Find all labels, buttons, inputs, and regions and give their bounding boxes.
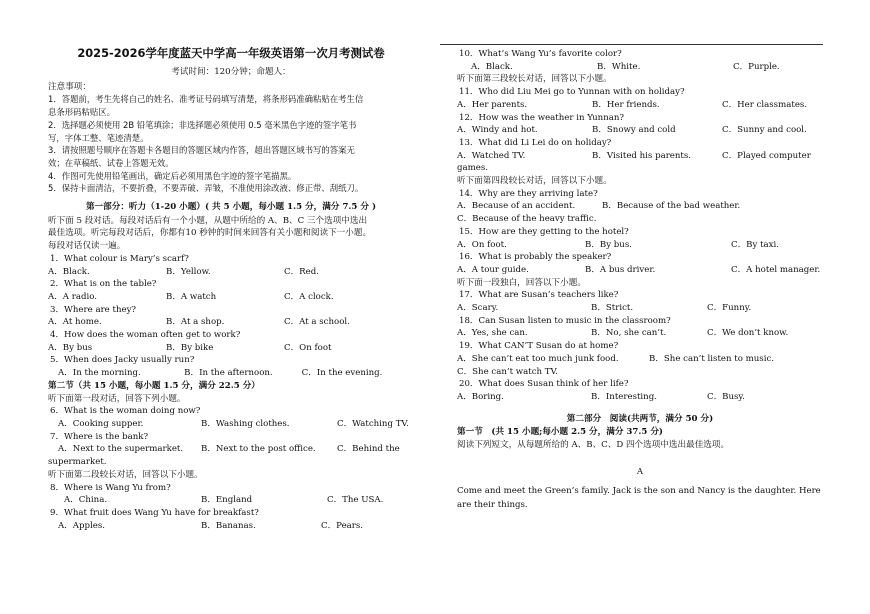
question-3: 3．Where are they? <box>50 304 137 315</box>
option-b[interactable]: B．Because of the bad weather. <box>602 201 741 212</box>
question-14-options <box>457 200 823 213</box>
option-a[interactable]: A．By bus <box>48 342 93 353</box>
option-c[interactable]: C．Sunny and cool. <box>722 125 807 136</box>
question-17-options <box>457 302 823 315</box>
question-16-options <box>457 264 823 277</box>
question-12-options <box>457 124 823 137</box>
question-5: 5．When does Jacky usually run? <box>50 355 195 366</box>
option-b[interactable]: B．White. <box>597 61 641 72</box>
option-b[interactable]: B．Washing clothes. <box>201 418 290 429</box>
notice-line: 息条形码粘贴区。 <box>48 107 115 118</box>
option-a[interactable]: A．Yes, she can. <box>457 328 528 339</box>
option-a[interactable]: A．At home. <box>48 317 102 328</box>
option-a[interactable]: A．Apples. <box>58 520 105 531</box>
option-b[interactable]: B．She can’t listen to music. <box>649 353 774 364</box>
option-c[interactable]: C．Played computer <box>722 150 811 161</box>
option-c[interactable]: C．Because of the heavy traffic. <box>457 214 597 225</box>
question-16: 16．What is probably the speaker? <box>459 252 612 263</box>
listen-instruction: 听下面一段独白，回答以下小题。 <box>457 277 586 288</box>
option-a[interactable]: A．On foot. <box>457 239 507 250</box>
question-13-option-c-cont: games. <box>457 163 489 174</box>
question-10: 10．What’s Wang Yu’s favorite color? <box>459 49 622 59</box>
option-a[interactable]: A．Black. <box>471 61 513 72</box>
option-b[interactable]: B．Yellow. <box>166 266 211 277</box>
option-b[interactable]: B．A watch <box>166 291 217 302</box>
option-c[interactable]: C．Behind the <box>337 444 400 455</box>
option-a[interactable]: A．Boring. <box>457 391 504 402</box>
option-b[interactable]: B．Bananas. <box>201 520 256 531</box>
notice-line: 1．答题前，考生先将自己的姓名、准考证号码填写清楚，将条形码准确粘贴在考生信 <box>48 94 364 105</box>
notice-line: 写，字体工整、笔迹清楚。 <box>48 132 149 143</box>
question-9: 9．What fruit does Wang Yu have for breakfast? <box>50 507 259 518</box>
option-c[interactable]: C．At a school. <box>284 317 350 328</box>
listen-instruction: 听下面第二段较长对话，回答以下小题。 <box>48 469 203 480</box>
option-b[interactable]: B．Her friends. <box>592 99 660 110</box>
part1-intro: 听下面 5 段对话。每段对话后有一个小题，从题中所给的 A、B、C 三个选项中选出 <box>48 215 368 226</box>
option-b[interactable]: B．By bike <box>166 342 214 353</box>
option-b[interactable]: B．England <box>201 495 253 506</box>
question-20-options <box>457 391 823 404</box>
question-7-options <box>48 443 414 456</box>
option-c[interactable]: C．Watching TV. <box>337 418 409 429</box>
question-18-options <box>457 327 823 340</box>
option-c[interactable]: C．Busy. <box>707 391 745 402</box>
question-15-options <box>457 239 823 252</box>
question-19: 19．What CAN’T Susan do at home? <box>459 341 619 352</box>
exam-info: 考试时间：120分钟；命题人： <box>171 67 291 77</box>
option-b[interactable]: B．Strict. <box>591 303 634 314</box>
question-3-options <box>48 316 414 329</box>
right-column <box>457 48 823 512</box>
question-7-option-c-cont: supermarket. <box>48 457 107 468</box>
part1-section2-heading: 第二节（共 15 小题，每小题 1.5 分，满分 22.5 分） <box>48 380 260 391</box>
option-b[interactable]: B．Visited his parents. <box>592 150 692 161</box>
option-b[interactable]: B．Next to the post office. <box>201 444 316 455</box>
option-c[interactable]: C．She can’t watch TV. <box>457 366 558 377</box>
option-c[interactable]: C．A hotel manager. <box>731 264 821 275</box>
notice-line: 2．选择题必须使用 2B 铅笔填涂；非选择题必须使用 0.5 毫米黑色字迹的签字笔书 <box>48 119 357 130</box>
listen-instruction: 听下面第四段较长对话，回答以下小题。 <box>457 176 612 187</box>
left-column <box>48 46 414 532</box>
option-c[interactable]: C．Funny. <box>707 303 752 314</box>
option-c[interactable]: C．We don’t know. <box>707 328 789 339</box>
option-a[interactable]: A．In the morning. <box>58 368 141 379</box>
question-10-options <box>457 61 823 74</box>
option-a[interactable]: A．Scary. <box>457 303 499 314</box>
question-19-options <box>457 353 823 366</box>
option-a[interactable]: A．Her parents. <box>457 99 528 110</box>
part2-section1-heading: 第一节 (共 15 小题;每小题 2.5 分，满分 37.5 分) <box>457 427 664 438</box>
option-a[interactable]: A．Watched TV. <box>457 150 526 161</box>
option-a[interactable]: A．A radio. <box>48 291 97 302</box>
notice-heading: 注意事项： <box>48 81 91 92</box>
option-c[interactable]: C．The USA. <box>327 495 384 506</box>
option-c[interactable]: C．By taxi. <box>731 239 779 250</box>
option-b[interactable]: B．At a shop. <box>166 317 225 328</box>
part1-intro: 最佳选项。听完每段对话后，你都有10 秒钟的时间来回答有关小题和阅读下一小题。 <box>48 228 372 239</box>
question-7: 7．Where is the bank? <box>50 431 149 442</box>
option-a[interactable]: A．Black. <box>48 266 90 277</box>
option-c[interactable]: C．Purple. <box>733 61 780 72</box>
option-b[interactable]: B．Interesting. <box>591 391 657 402</box>
question-1-options <box>48 266 414 279</box>
option-c[interactable]: C．A clock. <box>284 291 334 302</box>
question-5-options <box>48 367 414 380</box>
option-a[interactable]: A．Cooking supper. <box>58 418 144 429</box>
question-18: 18．Can Susan listen to music in the classroom? <box>459 315 671 326</box>
part2-intro: 阅读下列短文，从每题所给的 A、B、C、D 四个选项中选出最佳选项。 <box>457 440 730 451</box>
question-4-options <box>48 342 414 355</box>
option-c[interactable]: C．On foot <box>284 342 332 353</box>
option-a[interactable]: A．A tour guide. <box>457 264 529 275</box>
question-8: 8．Where is Wang Yu from? <box>50 482 171 493</box>
listen-instruction: 听下面第三段较长对话，回答以下小题。 <box>457 74 612 85</box>
option-b[interactable]: B．No, she can’t. <box>591 328 667 339</box>
question-2: 2．What is on the table? <box>50 279 157 290</box>
question-13-options <box>457 150 823 163</box>
question-11: 11．Who did Liu Mei go to Yunnan with on holiday? <box>459 87 685 98</box>
question-13: 13．What did Li Lei do on holiday? <box>459 137 612 148</box>
page-title: 2025-2026学年度蓝天中学高一年级英语第一次月考测试卷 <box>77 46 385 60</box>
question-1: 1．What colour is Mary’s scarf? <box>50 253 189 264</box>
option-c[interactable]: C．Red. <box>284 266 319 277</box>
part1-intro: 每段对话仅读一遍。 <box>48 241 126 252</box>
notice-line: 5．保持卡面清洁，不要折叠，不要弄破、弄皱，不准使用涂改液、修正带、刮纸刀。 <box>48 183 364 194</box>
question-17: 17．What are Susan’s teachers like? <box>459 290 619 301</box>
option-c[interactable]: C．Her classmates. <box>722 99 808 110</box>
option-c[interactable]: C．In the evening. <box>301 368 383 379</box>
question-12: 12．How was the weather in Yunnan? <box>459 112 625 123</box>
notice-line: 4．作图可先使用铅笔画出，确定后必须用黑色字迹的签字笔描黑。 <box>48 170 297 181</box>
option-a[interactable]: A．Next to the supermarket. <box>58 444 184 455</box>
question-15: 15．How are they getting to the hotel? <box>459 226 629 237</box>
header-rule <box>440 44 823 45</box>
question-11-options <box>457 99 823 112</box>
option-a[interactable]: A．China. <box>64 495 108 506</box>
option-a[interactable]: A．She can’t eat too much junk food. <box>457 353 619 364</box>
question-6: 6．What is the woman doing now? <box>50 406 201 417</box>
question-2-options <box>48 291 414 304</box>
part2-heading: 第二部分 阅读(共两节，满分 50 分) <box>566 413 714 424</box>
passage-text: Come and meet the Green’s family. Jack is the son and Nancy is the daughter. Here are their things. <box>457 485 821 510</box>
question-20: 20．What does Susan think of her life? <box>459 379 629 390</box>
question-8-options <box>48 494 414 507</box>
question-14: 14．Why are they arriving late? <box>459 188 598 199</box>
notice-line: 效；在草稿纸、试卷上答题无效。 <box>48 157 174 168</box>
listen-instruction: 听下面第一段对话，回答下列小题。 <box>48 393 186 404</box>
option-b[interactable]: B．By bus. <box>585 239 632 250</box>
notice-line: 3．请按照题号顺序在答题卡各题目的答题区域内作答，超出答题区域书写的答案无 <box>48 145 355 156</box>
option-b[interactable]: B．A bus driver. <box>585 264 656 275</box>
question-6-options <box>48 418 414 431</box>
option-c[interactable]: C．Pears. <box>321 520 364 531</box>
part1-heading: 第一部分：听力（1-20 小题）( 共 5 小题，每小题 1.5 分，满分 7.5 分 ) <box>85 202 377 213</box>
question-4: 4．How does the woman often get to work? <box>50 330 241 341</box>
question-9-options <box>48 520 414 533</box>
passage-label: A <box>636 466 644 477</box>
option-b[interactable]: B．Snowy and cold <box>592 125 676 136</box>
option-a[interactable]: A．Windy and hot. <box>457 125 538 136</box>
option-b[interactable]: B．In the afternoon. <box>184 368 273 379</box>
option-a[interactable]: A．Because of an accident. <box>457 201 576 212</box>
